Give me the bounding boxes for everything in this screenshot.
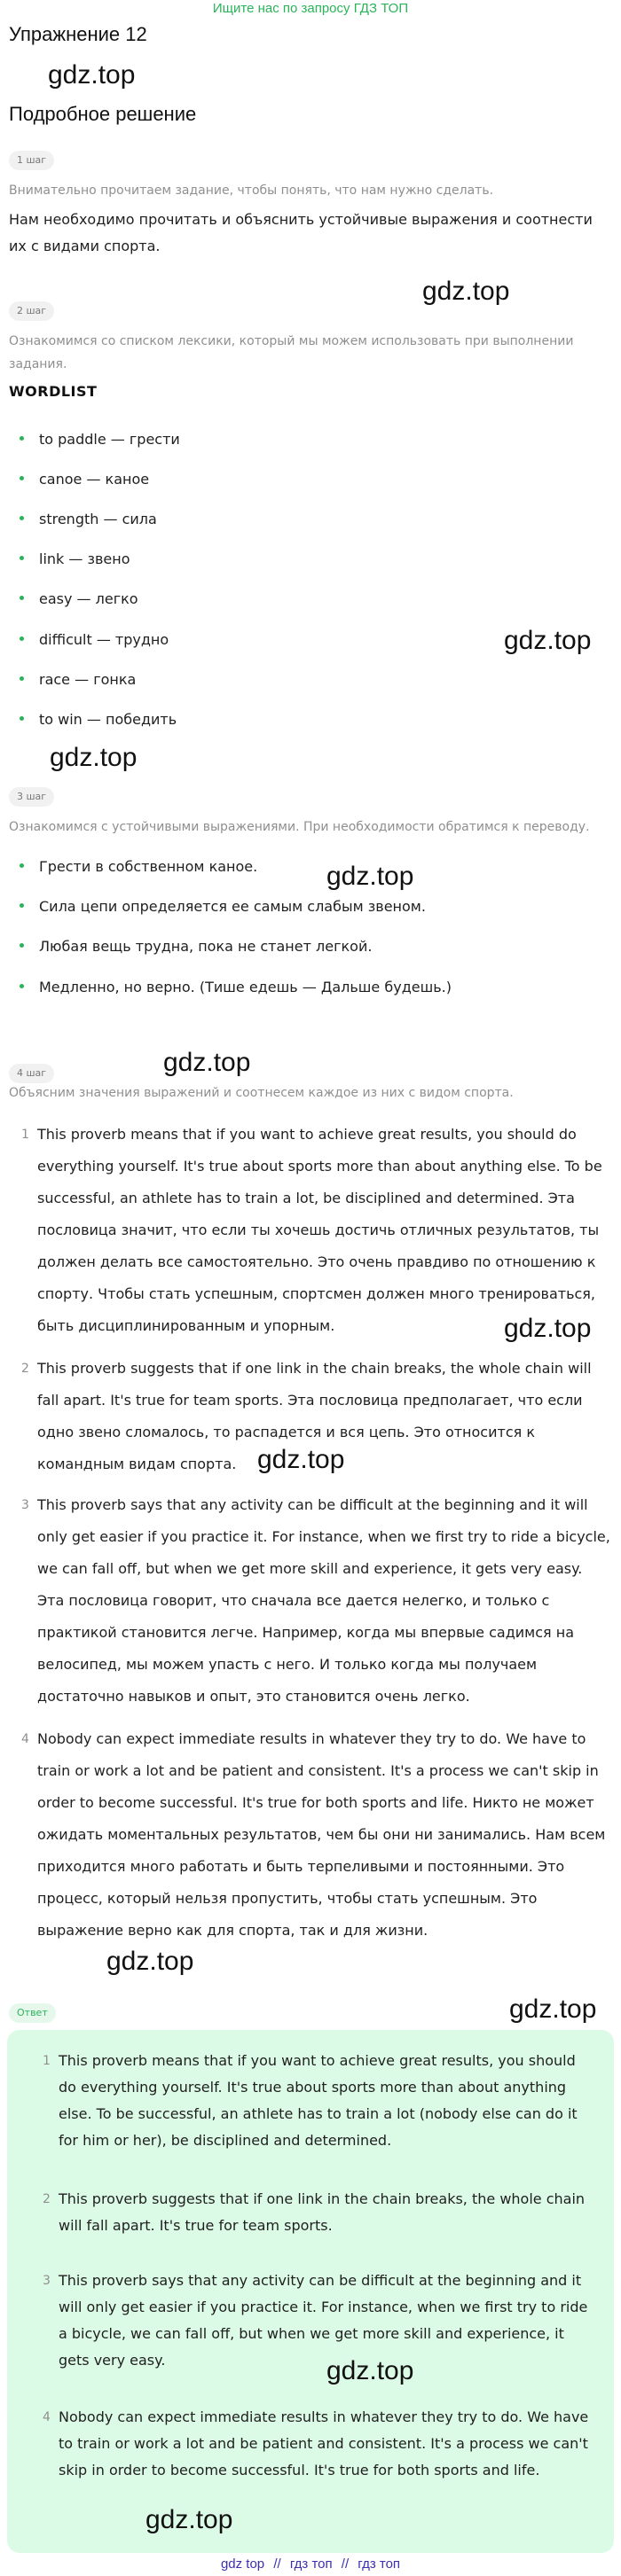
footer-separator: // bbox=[273, 2556, 281, 2572]
watermark: gdz.top bbox=[50, 743, 138, 772]
footer-separator: // bbox=[341, 2556, 350, 2572]
list-number: 1 bbox=[43, 2054, 51, 2068]
step-4-hint: Объясним значения выражений и соотнесем каждое из них с видом спорта. bbox=[9, 1086, 514, 1100]
list-number: 4 bbox=[43, 2410, 51, 2424]
watermark: gdz.top bbox=[504, 626, 592, 655]
word-text: difficult — трудно bbox=[39, 631, 169, 648]
watermark: gdz.top bbox=[106, 1947, 194, 1976]
list-item bbox=[20, 549, 130, 570]
list-number: 4 bbox=[21, 1732, 29, 1746]
bullet-icon bbox=[20, 903, 24, 908]
explanation-item-2: This proverb suggests that if one link in the chain breaks, the whole chain will fall apart. It's true for team sports. Эта пословица предполагает, что если одно звено сломалось, то распадется и вся цепь. Это относится к командным видам спорта. bbox=[37, 1360, 592, 1472]
list-item bbox=[20, 896, 426, 917]
watermark: gdz.top bbox=[504, 1314, 592, 1343]
word-text: link — звено bbox=[39, 550, 130, 567]
list-number: 2 bbox=[43, 2192, 51, 2206]
footer-link-3[interactable]: гдз топ bbox=[358, 2556, 401, 2572]
watermark: gdz.top bbox=[48, 60, 136, 90]
list-item bbox=[20, 936, 372, 957]
list-item bbox=[20, 856, 257, 878]
bullet-icon bbox=[20, 516, 24, 520]
expression-text: Сила цепи определяется ее самым слабым звеном. bbox=[39, 898, 426, 915]
bullet-icon bbox=[20, 636, 24, 641]
watermark: gdz.top bbox=[257, 1445, 345, 1474]
top-banner[interactable]: Ищите нас по запросу ГДЗ ТОП bbox=[212, 1, 409, 16]
list-item bbox=[20, 509, 157, 530]
word-text: canoe — каное bbox=[39, 471, 150, 488]
expression-text: Любая вещь трудна, пока не станет легкой. bbox=[39, 938, 373, 955]
answer-item-1: This proverb means that if you want to achieve great results, you should do everything yourself. It's true about sports more than about anything else. To be successful, an athlete has to train a lot (nobody else can do it for him or her), be disciplined and determined. bbox=[59, 2052, 578, 2149]
footer-links bbox=[0, 2553, 621, 2576]
bullet-icon bbox=[20, 943, 24, 948]
bullet-icon bbox=[20, 676, 24, 681]
list-item bbox=[20, 709, 177, 730]
step-1-hint: Внимательно прочитаем задание, чтобы понять, что нам нужно сделать. bbox=[9, 183, 494, 198]
word-text: to paddle — грести bbox=[39, 431, 180, 448]
word-text: to win — победить bbox=[39, 711, 177, 728]
bullet-icon bbox=[20, 436, 24, 441]
explanation-item-4: Nobody can expect immediate results in whatever they try to do. We have to train or work a lot and be patient and consistent. It's a process we can't skip in order to become successful. It's true for both sports and life. Никто не может ожидать моментальных результатов, чем бы они ни занимались. Нам всем приходится много работать и быть терпеливыми и постоянными. Это процесс, который нельзя пропустить, чтобы стать успешным. Это выражение верно как для спорта, так и для жизни. bbox=[37, 1730, 606, 1939]
word-text: race — гонка bbox=[39, 671, 137, 688]
step-1-text: Нам необходимо прочитать и объяснить устойчивые выражения и соотнести их с видами спорта. bbox=[9, 211, 593, 254]
list-item bbox=[20, 469, 149, 490]
answer-item-3: This proverb says that any activity can be difficult at the beginning and it will only get easier if you practice it. For instance, when we first try to ride a bicycle, we can fall off, but when we get more skill and experience, it gets very easy. bbox=[59, 2272, 588, 2369]
list-number: 1 bbox=[21, 1128, 29, 1142]
explanation-item-1: This proverb means that if you want to achieve great results, you should do everything yourself. It's true about sports more than about anything else. To be successful, an athlete has to train a lot, be disciplined and determined. Эта пословица значит, что если ты хочешь достичь отличных результатов, ты должен делать все самостоятельно. Это очень правдиво по отношению к спорту. Чтобы стать успешным, спортсмен должен много тренироваться, быть дисциплинированным и упорным. bbox=[37, 1126, 602, 1334]
watermark: gdz.top bbox=[326, 2356, 414, 2385]
watermark: gdz.top bbox=[326, 862, 414, 891]
step-badge-1: 1 шаг bbox=[9, 151, 54, 170]
watermark: gdz.top bbox=[509, 1994, 597, 2024]
bullet-icon bbox=[20, 716, 24, 721]
word-text: easy — легко bbox=[39, 590, 138, 607]
footer-link-2[interactable]: гдз топ bbox=[289, 2556, 333, 2572]
answer-item-4: Nobody can expect immediate results in whatever they try to do. We have to train or work a lot and be patient and consistent. It's a process we can't skip in order to become successful. It's true for both sports and life. bbox=[59, 2408, 589, 2478]
bullet-icon bbox=[20, 863, 24, 868]
list-number: 3 bbox=[21, 1498, 29, 1512]
bullet-icon bbox=[20, 596, 24, 600]
step-badge-2: 2 шаг bbox=[9, 301, 54, 321]
watermark: gdz.top bbox=[163, 1048, 251, 1077]
footer-link-1[interactable]: gdz top bbox=[220, 2556, 265, 2572]
section-title: Подробное решение bbox=[9, 103, 197, 125]
exercise-title: Упражнение 12 bbox=[9, 23, 147, 45]
list-item bbox=[20, 977, 452, 998]
step-badge-3: 3 шаг bbox=[9, 787, 54, 807]
answer-item-2: This proverb suggests that if one link in the chain breaks, the whole chain will fall apart. It's true for team sports. bbox=[59, 2190, 586, 2234]
expression-text: Грести в собственном каное. bbox=[39, 858, 258, 875]
bullet-icon bbox=[20, 556, 24, 560]
list-item bbox=[20, 629, 169, 651]
list-item bbox=[20, 669, 136, 691]
step-3-hint: Ознакомимся с устойчивыми выражениями. При необходимости обратимся к переводу. bbox=[9, 820, 590, 834]
explanation-item-3: This proverb says that any activity can be difficult at the beginning and it will only get easier if you practice it. For instance, when we first try to ride a bicycle, we can fall off, but when we get more skill and experience, it gets very easy. Эта пословица говорит, что сначала все дается нелегко, и только с практикой становится легче. Например, когда мы впервые садимся на велосипед, мы можем упасть с него. И только когда мы получаем достаточно навыков и опыт, это становится очень легко. bbox=[37, 1496, 610, 1705]
list-item bbox=[20, 429, 180, 450]
watermark: gdz.top bbox=[145, 2505, 233, 2534]
word-text: strength — сила bbox=[39, 511, 157, 527]
expression-text: Медленно, но верно. (Тише едешь — Дальше будешь.) bbox=[39, 979, 452, 995]
bullet-icon bbox=[20, 984, 24, 988]
wordlist-title: WORDLIST bbox=[9, 383, 98, 400]
step-2-hint: Ознакомимся со списком лексики, который мы можем использовать при выполнении задания. bbox=[9, 334, 574, 371]
list-item bbox=[20, 589, 138, 610]
bullet-icon bbox=[20, 476, 24, 480]
list-number: 2 bbox=[21, 1362, 29, 1376]
watermark: gdz.top bbox=[422, 277, 510, 306]
list-number: 3 bbox=[43, 2274, 51, 2288]
answer-badge: Ответ bbox=[9, 2003, 56, 2023]
step-badge-4: 4 шаг bbox=[9, 1064, 54, 1083]
